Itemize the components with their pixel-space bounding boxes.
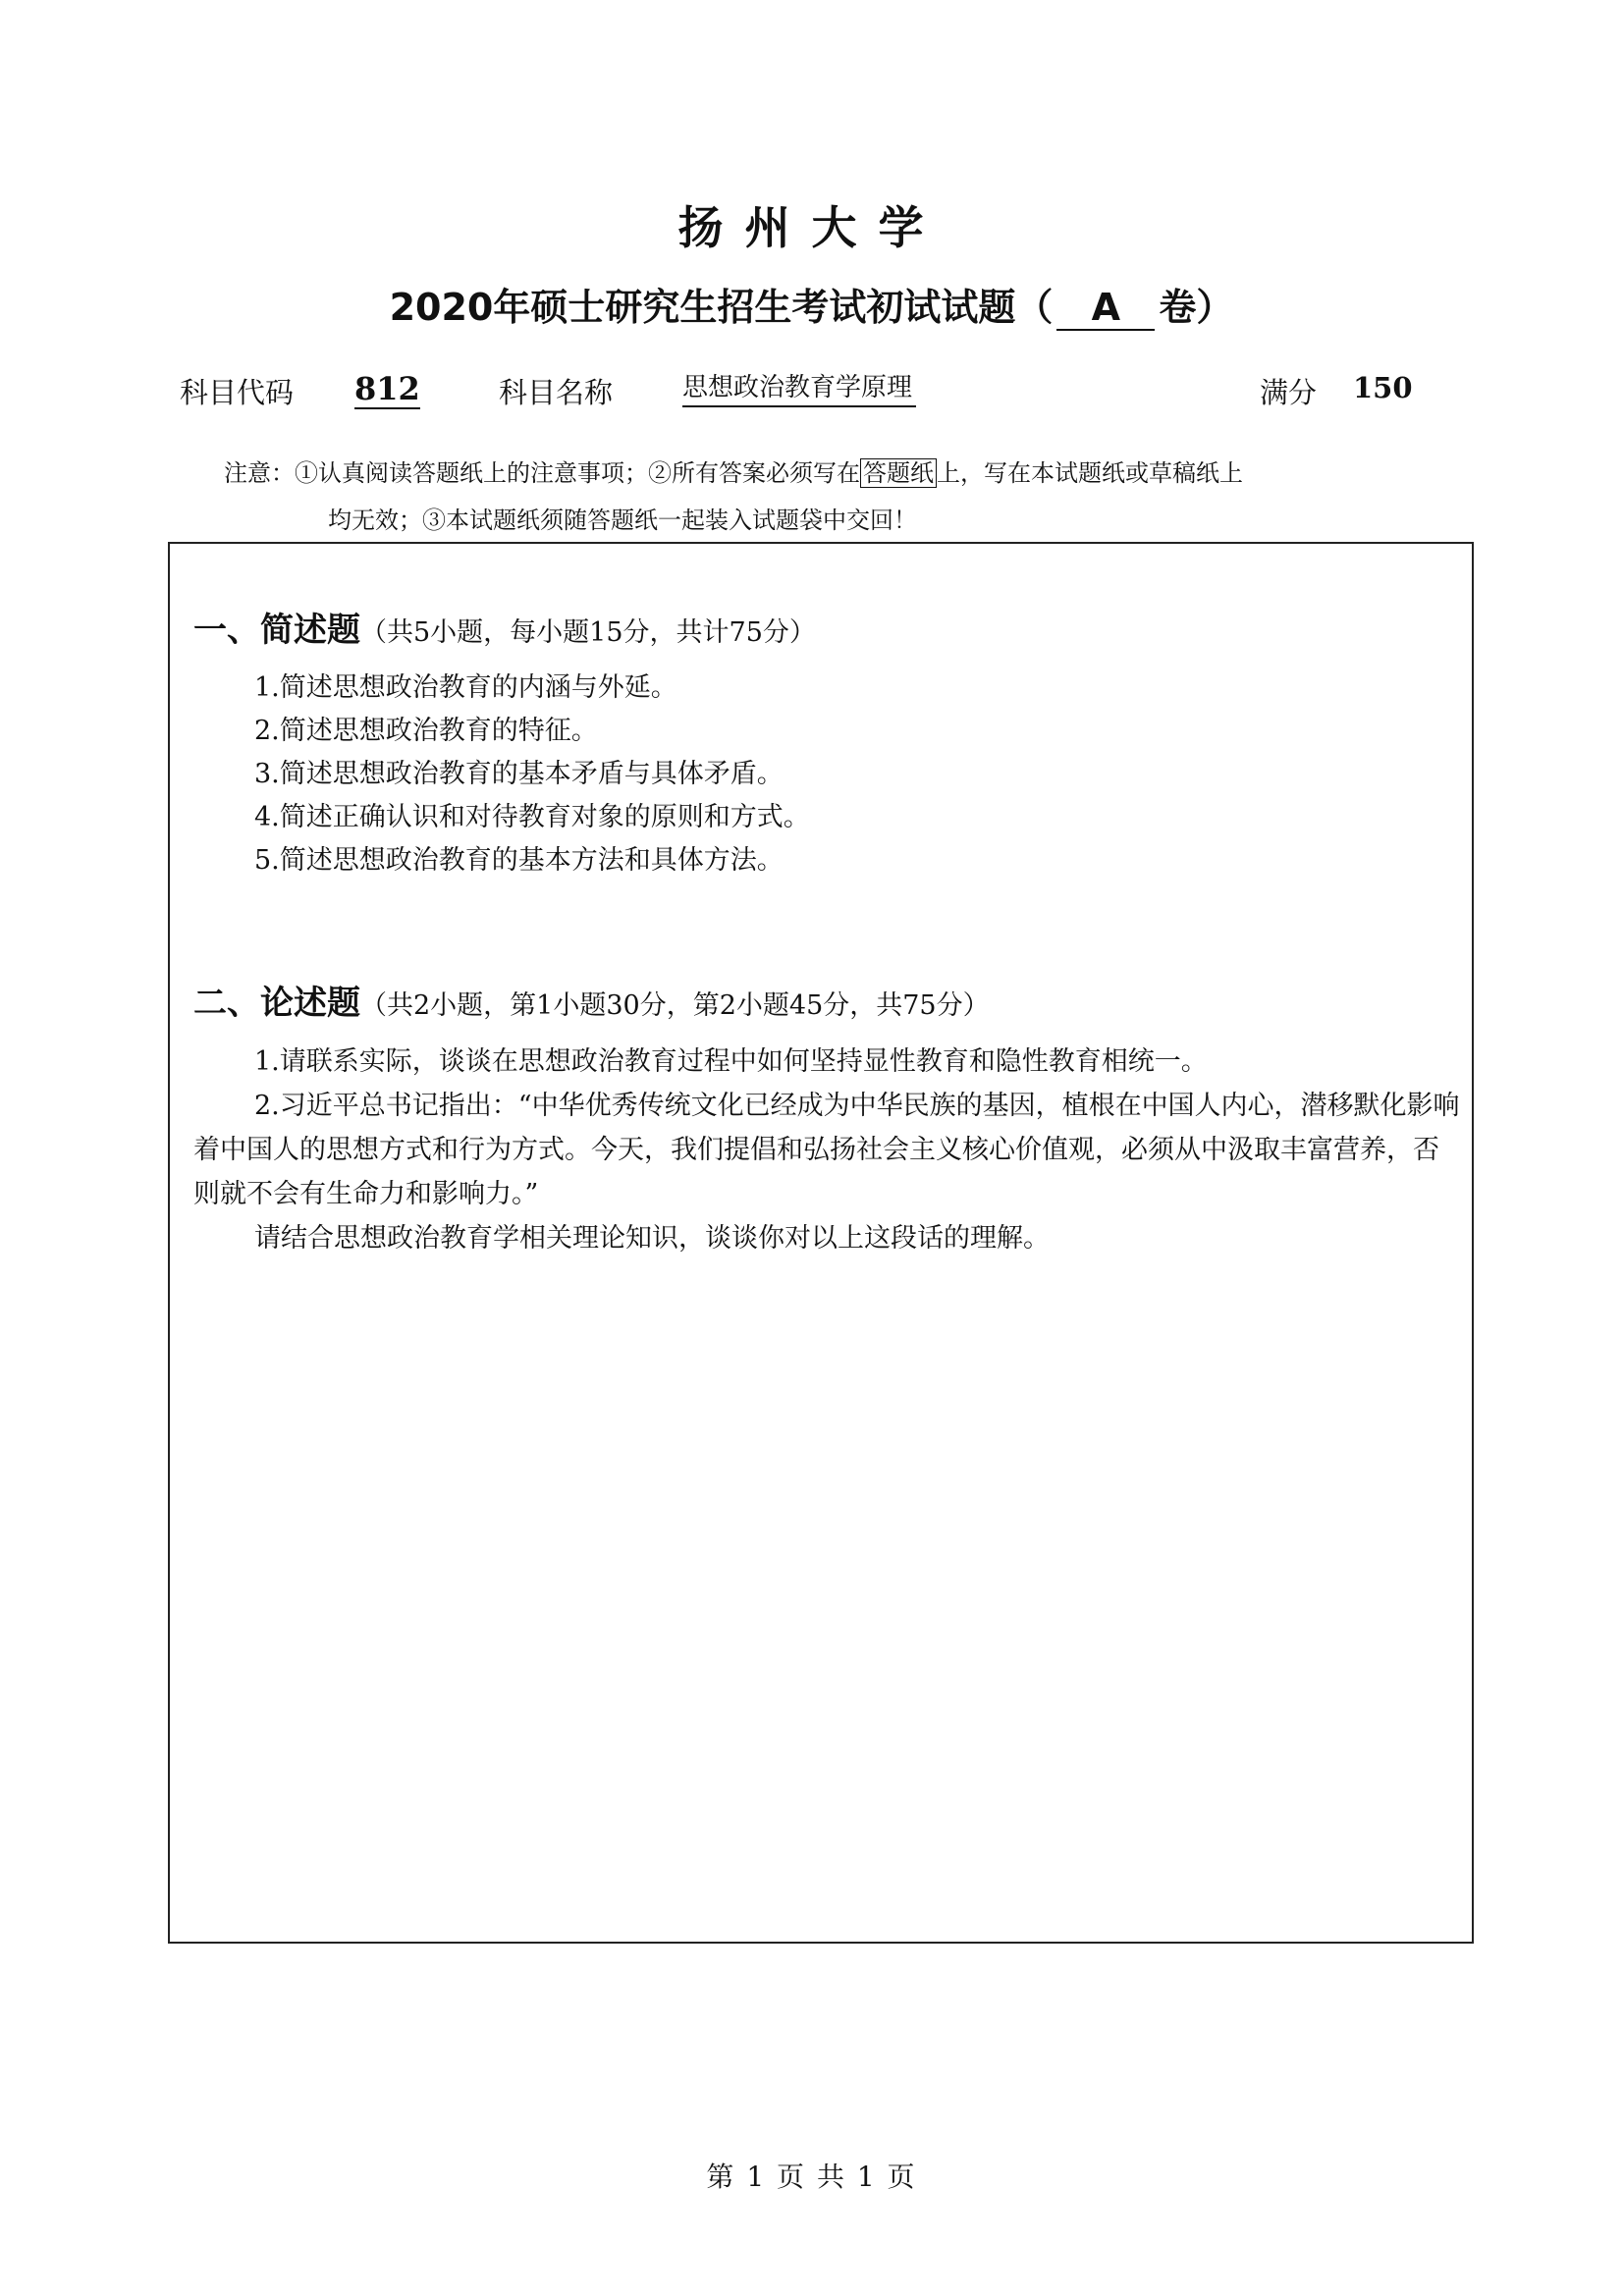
section-title: 论述题 bbox=[260, 984, 360, 1023]
section-description: （共5小题，每小题15分，共计75分） bbox=[360, 617, 816, 648]
subject-code-label: 科目代码 bbox=[180, 376, 295, 409]
exam-title-prefix: 2020年硕士研究生招生考试初试试题（ bbox=[389, 286, 1054, 329]
full-score-value: 150 bbox=[1353, 371, 1413, 404]
question-item: 1.简述思想政治教育的内涵与外延。 bbox=[254, 672, 677, 703]
question-item: 2.简述思想政治教育的特征。 bbox=[254, 716, 598, 746]
question-item: 3.简述思想政治教育的基本矛盾与具体矛盾。 bbox=[254, 759, 784, 789]
question-box bbox=[168, 542, 1474, 1944]
section-description: （共2小题，第1小题30分，第2小题45分，共75分） bbox=[360, 990, 990, 1021]
subject-code-value: 812 bbox=[354, 370, 420, 407]
section-essay bbox=[193, 982, 1460, 1260]
page-footer: 第 1 页 共 1 页 bbox=[706, 2161, 917, 2193]
subject-name-value: 思想政治教育学原理 bbox=[682, 371, 916, 407]
question-item: 5.简述思想政治教育的基本方法和具体方法。 bbox=[254, 845, 784, 876]
question-list bbox=[193, 667, 1460, 882]
full-score-label: 满分 bbox=[1260, 376, 1318, 409]
section-number: 一、 bbox=[193, 611, 260, 650]
paper-type: A bbox=[1056, 288, 1155, 331]
notice-boxed-answer-sheet: 答题纸 bbox=[860, 458, 937, 488]
notice-line1-prefix: 注意：①认真阅读答题纸上的注意事项；②所有答案必须写在 bbox=[224, 459, 860, 487]
notice-line2: 均无效；③本试题纸须随答题纸一起装入试题袋中交回！ bbox=[328, 507, 917, 534]
question-list bbox=[193, 1040, 1460, 1260]
question-instruction: 请结合思想政治教育学相关理论知识，谈谈你对以上这段话的理解。 bbox=[254, 1223, 1050, 1254]
exam-title bbox=[0, 277, 1623, 331]
exam-notice bbox=[224, 450, 1481, 544]
section-heading bbox=[193, 982, 1460, 1028]
subject-info-row bbox=[180, 371, 1456, 414]
section-heading bbox=[193, 609, 1460, 655]
section-number: 二、 bbox=[193, 984, 260, 1023]
section-title: 简述题 bbox=[260, 611, 360, 650]
university-title: 扬州大学 bbox=[677, 201, 946, 254]
notice-line1-suffix: 上，写在本试题纸或草稿纸上 bbox=[937, 459, 1243, 487]
question-item: 4.简述正确认识和对待教育对象的原则和方式。 bbox=[254, 802, 810, 832]
section-short-answer bbox=[193, 609, 1460, 882]
subject-name-label: 科目名称 bbox=[499, 376, 614, 409]
question-item: 2.习近平总书记指出：“中华优秀传统文化已经成为中华民族的基因，植根在中国人内心，潜移默化影响着中国人的思想方式和行为方式。今天，我们提倡和弘扬社会主义核心价值观，必须从中汲取丰富营养，否则就不会有生命力和影响力。” bbox=[193, 1091, 1460, 1209]
exam-title-suffix: 卷） bbox=[1159, 286, 1234, 329]
question-item: 1.请联系实际，谈谈在思想政治教育过程中如何坚持显性教育和隐性教育相统一。 bbox=[254, 1046, 1208, 1077]
